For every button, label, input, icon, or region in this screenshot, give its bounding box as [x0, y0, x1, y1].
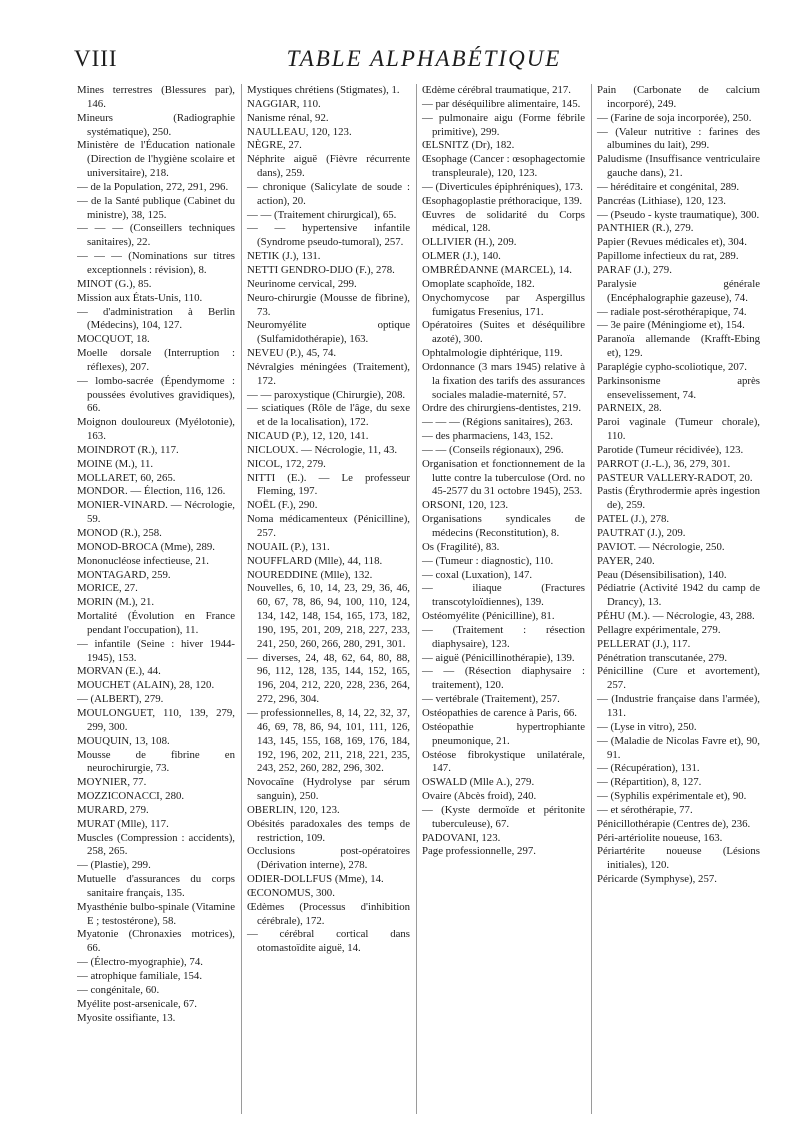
index-entry: Mousse de fibrine en neurochirurgie, 73. [77, 748, 235, 775]
index-entry: Pain (Carbonate de calcium incorporé), 249. [597, 84, 760, 110]
index-entry: NITTI (E.). — Le professeur Fleming, 197. [247, 471, 410, 498]
index-entry: Neuromyélite optique (Sulfamidothérapie), 163. [247, 319, 410, 346]
index-entry: — (Pseudo - kyste traumatique), 300. [597, 208, 760, 221]
index-entry: PARNEIX, 28. [597, 402, 662, 415]
index-entry: — sciatiques (Rôle de l'âge, du sexe et de la localisation), 172. [247, 402, 410, 429]
index-entry: Œsophage (Cancer : œsophagectomie transpleurale), 120, 123. [422, 153, 585, 180]
index-entry: Ordonnance (3 mars 1945) relative à la fixation des tarifs des assurances sociales maladie-maternité, 57. [422, 360, 585, 401]
index-entry: — d'administration à Berlin (Médecins), 104, 127. [77, 305, 235, 332]
index-entry: — héréditaire et congénital, 289. [597, 180, 740, 193]
index-entry: — (Syphilis expérimentale et), 90. [597, 790, 747, 803]
index-entry: MONTAGARD, 259. [77, 568, 171, 581]
index-entry: NETTI GENDRO-DIJO (F.), 278. [247, 263, 395, 276]
index-entry: — (Électro-myographie), 74. [77, 956, 203, 969]
index-entry: Moelle dorsale (Interruption : réflexes), 207. [77, 347, 235, 373]
index-entry: — (Plastie), 299. [77, 859, 151, 872]
index-entry: Os (Fragilité), 83. [422, 540, 500, 553]
index-entry: Ovaire (Abcès froid), 240. [422, 790, 537, 803]
index-entry: PAYER, 240. [597, 554, 655, 567]
index-entry: — et sérothérapie, 77. [597, 803, 693, 816]
index-entry: NOUAIL (P.), 131. [247, 540, 330, 553]
index-column-3 [416, 84, 591, 1114]
index-entry: Pénétration transcutanée, 279. [597, 651, 728, 664]
index-entry: — congénitale, 60. [77, 983, 160, 996]
index-entry: PASTEUR VALLERY-RADOT, 20. [597, 471, 753, 484]
index-entry: MOCQUOT, 18. [77, 333, 150, 346]
index-entry: Paroi vaginale (Tumeur chorale), 110. [597, 416, 760, 443]
index-entry: OLMER (J.), 140. [422, 250, 501, 263]
index-entry: MOINE (M.), 11. [77, 457, 154, 470]
index-entry: — radiale post-sérothérapique, 74. [597, 305, 747, 318]
index-entry: Paraplégie cypho-scoliotique, 207. [597, 360, 747, 373]
index-entry: Néphrite aiguë (Fièvre récurrente dans), 259. [247, 153, 410, 180]
index-entry: ODIER-DOLLFUS (Mme), 14. [247, 873, 384, 886]
index-entry: MOULONGUET, 110, 139, 279, 299, 300. [77, 706, 235, 733]
index-entry: Ostéopathies de carence à Paris, 66. [422, 706, 577, 719]
index-entry: Muscles (Compression : accidents), 258, 265. [77, 831, 235, 858]
index-entry: Ordre des chirurgiens-dentistes, 219. [422, 402, 582, 415]
index-entry: Organisation et fonctionnement de la lutte contre la tuberculose (Ord. no 45-2577 du 31 octobre 1945), 253. [422, 457, 585, 498]
index-entry: Ophtalmologie diphtérique, 119. [422, 347, 563, 360]
index-entry: Onychomycose par Aspergillus fumigatus Fresenius, 171. [422, 291, 585, 318]
index-entry: MONOD-BROCA (Mme), 289. [77, 540, 215, 553]
index-entry: — pulmonaire aigu (Forme fébrile primitive), 299. [422, 111, 585, 138]
index-entry: NICOL, 172, 279. [247, 457, 326, 470]
index-entry: Œuvres de solidarité du Corps médical, 128. [422, 208, 585, 235]
index-entry: MOZZICONACCI, 280. [77, 790, 185, 803]
index-entry: PAVIOT. — Nécrologie, 250. [597, 540, 725, 553]
index-entry: — (Kyste dermoïde et péritonite tuberculeuse), 67. [422, 803, 585, 830]
index-column-2 [241, 84, 416, 1114]
index-column-4 [591, 84, 766, 1114]
index-entry: OSWALD (Mlle A.), 279. [422, 776, 535, 789]
index-columns [77, 84, 767, 1114]
index-entry: — (Tumeur : diagnostic), 110. [422, 554, 554, 567]
index-entry: PATEL (J.), 278. [597, 513, 670, 526]
index-entry: Nanisme rénal, 92. [247, 111, 329, 124]
index-entry: Page professionnelle, 297. [422, 845, 536, 858]
index-entry: NICAUD (P.), 12, 120, 141. [247, 430, 369, 443]
index-entry: — — (Résection diaphysaire : traitement), 120. [422, 665, 585, 692]
index-entry: — — — (Nominations sur titres exceptionnels : révision), 8. [77, 250, 235, 276]
index-entry: Ministère de l'Éducation nationale (Direction de l'hygiène scolaire et universitaire), 218. [77, 139, 235, 180]
index-entry: Ostéopathie hypertrophiante pneumonique, 21. [422, 720, 585, 747]
index-entry: MORVAN (E.), 44. [77, 665, 161, 678]
index-entry: Papier (Revues médicales et), 304. [597, 236, 747, 249]
index-entry: Parkinsonisme après ensevelissement, 74. [597, 374, 760, 401]
index-entry: Pénicillothérapie (Centres de), 236. [597, 817, 751, 830]
index-entry: NAULLEAU, 120, 123. [247, 125, 352, 138]
index-entry: MOINDROT (R.), 117. [77, 443, 179, 456]
index-entry: OLLIVIER (H.), 209. [422, 236, 517, 249]
index-entry: Neurinome cervical, 299. [247, 277, 357, 290]
index-entry: MONDOR. — Élection, 116, 126. [77, 485, 226, 498]
index-entry: — infantile (Seine : hiver 1944-1945), 153. [77, 637, 235, 664]
index-entry: MOLLARET, 60, 265. [77, 471, 176, 484]
index-entry: Neuro-chirurgie (Mousse de fibrine), 73. [247, 291, 410, 318]
index-entry: — (Farine de soja incorporée), 250. [597, 111, 752, 124]
index-entry: MORIN (M.), 21. [77, 596, 155, 609]
index-entry: — — — (Conseillers techniques sanitaires), 22. [77, 222, 235, 249]
index-entry: Œdème cérébral traumatique, 217. [422, 84, 571, 96]
index-entry: Omoplate scaphoïde, 182. [422, 277, 535, 290]
page-header [74, 44, 774, 78]
index-entry: NÈGRE, 27. [247, 139, 302, 152]
page-number: VIII [74, 46, 118, 71]
running-title: TABLE ALPHABÉTIQUE [286, 46, 562, 71]
index-entry: MURAT (Mlle), 117. [77, 817, 169, 830]
index-entry: Mineurs (Radiographie systématique), 250. [77, 111, 235, 138]
index-entry: NEVEU (P.), 45, 74. [247, 347, 337, 360]
index-entry: — cérébral cortical dans otomastoïdite aiguë, 14. [247, 928, 410, 955]
index-entry: Névralgies méningées (Traitement), 172. [247, 360, 410, 387]
index-entry: — (Traitement : résection diaphysaire), 123. [422, 623, 585, 650]
index-entry: Mutuelle d'assurances du corps sanitaire français, 135. [77, 873, 235, 899]
index-entry: — de la Population, 272, 291, 296. [77, 180, 229, 193]
index-entry: Ostéomyélite (Pénicilline), 81. [422, 610, 555, 623]
index-entry: PADOVANI, 123. [422, 831, 501, 844]
index-entry: Myatonie (Chronaxies motrices), 66. [77, 928, 235, 955]
index-entry: MONOD (R.), 258. [77, 527, 162, 539]
index-entry: — professionnelles, 8, 14, 22, 32, 37, 46, 69, 78, 86, 94, 101, 111, 126, 143, 145, 155, 168, 169, 176, 184, 192, 196, 202, 211, 218, 221, 235, 243, 252, 260, 282, 296, 302. [247, 706, 410, 775]
index-entry: Myélite post-arsenicale, 67. [77, 997, 197, 1010]
index-entry: NOUREDDINE (Mlle), 132. [247, 568, 373, 581]
index-entry: ORSONI, 120, 123. [422, 499, 509, 512]
index-entry: Mononucléose infectieuse, 21. [77, 554, 209, 567]
index-entry: — lombo-sacrée (Épendymome : poussées évolutives gravidiques), 66. [77, 374, 235, 415]
index-entry: NICLOUX. — Nécrologie, 11, 43. [247, 443, 398, 456]
index-entry: Myosite ossifiante, 13. [77, 1011, 176, 1024]
index-entry: PANTHIER (R.), 279. [597, 222, 694, 235]
index-entry: Mortalité (Évolution en France pendant l'occupation), 11. [77, 610, 235, 636]
index-entry: Mission aux États-Unis, 110. [77, 291, 203, 304]
index-entry: Obésités paradoxales des temps de restriction, 109. [247, 817, 410, 844]
index-entry: Pédiatrie (Activité 1942 du camp de Drancy), 13. [597, 582, 760, 609]
index-entry: — (Récupération), 131. [597, 762, 700, 775]
index-entry: — (Maladie de Nicolas Favre et), 90, 91. [597, 734, 760, 761]
index-entry: PÉHU (M.). — Nécrologie, 43, 288. [597, 610, 755, 623]
index-entry: — iliaque (Fractures transcotyloïdiennes), 139. [422, 582, 585, 609]
index-entry: ŒCONOMUS, 300. [247, 886, 335, 899]
index-entry: — atrophique familiale, 154. [77, 970, 203, 982]
index-entry: — (Lyse in vitro), 250. [597, 720, 697, 733]
index-entry: Nouvelles, 6, 10, 14, 23, 29, 36, 46, 60, 67, 78, 86, 94, 100, 110, 124, 134, 142, 148, 154, 165, 173, 182, 190, 195, 201, 209, 218, 227, 233, 241, 250, 260, 266, 280, 291, 301. [247, 582, 410, 650]
index-entry: PELLERAT (J.), 117. [597, 637, 691, 650]
index-entry: MURARD, 279. [77, 803, 149, 816]
index-entry: — aiguë (Pénicillinothérapie), 139. [422, 651, 575, 664]
index-entry: Occlusions post-opératoires (Dérivation interne), 278. [247, 845, 410, 872]
index-entry: — — — (Régions sanitaires), 263. [422, 416, 573, 429]
index-entry: MINOT (G.), 85. [77, 277, 152, 290]
index-entry: Parotide (Tumeur récidivée), 123. [597, 443, 744, 456]
index-entry: Pénicilline (Cure et avortement), 257. [597, 665, 760, 692]
index-entry: — (Répartition), 8, 127. [597, 776, 702, 789]
index-entry: Peau (Désensibilisation), 140. [597, 568, 727, 581]
index-entry: — — hypertensive infantile (Syndrome pseudo-tumoral), 257. [247, 222, 410, 249]
index-entry: Péri-artériolite noueuse, 163. [597, 831, 723, 844]
index-entry: — diverses, 24, 48, 62, 64, 80, 88, 96, 112, 128, 135, 144, 152, 165, 196, 204, 212, 220, 228, 236, 264, 272, 296, 304. [247, 651, 410, 706]
index-entry: NOUFFLARD (Mlle), 44, 118. [247, 554, 383, 567]
index-entry: Opératoires (Suites et déséquilibre azoté), 300. [422, 319, 585, 346]
index-entry: Papillome infectieux du rat, 289. [597, 250, 739, 263]
index-entry: — — (Traitement chirurgical), 65. [247, 208, 397, 221]
index-entry: — chronique (Salicylate de soude : action), 20. [247, 180, 410, 207]
index-entry: ŒLSNITZ (Dr), 182. [422, 139, 515, 152]
index-entry: — — (Conseils régionaux), 296. [422, 443, 564, 456]
index-entry: Paralysie générale (Encéphalographie gazeuse), 74. [597, 277, 760, 304]
index-entry: Mystiques chrétiens (Stigmates), 1. [247, 84, 400, 96]
index-entry: NOËL (F.), 290. [247, 499, 318, 512]
index-entry: — de la Santé publique (Cabinet du ministre), 38, 125. [77, 194, 235, 221]
index-entry: Mines terrestres (Blessures par), 146. [77, 84, 235, 110]
index-entry: Ostéose fibrokystique unilatérale, 147. [422, 748, 585, 775]
index-entry: — coxal (Luxation), 147. [422, 568, 533, 581]
index-entry: MONIER-VINARD. — Nécrologie, 59. [77, 499, 235, 526]
index-entry: OBERLIN, 120, 123. [247, 803, 340, 816]
index-entry: Périartérite noueuse (Lésions initiales), 120. [597, 845, 760, 872]
index-entry: — des pharmaciens, 143, 152. [422, 430, 554, 443]
index-entry: — (Diverticules épiphréniques), 173. [422, 180, 584, 193]
index-entry: Myasthénie bulbo-spinale (Vitamine E ; testostérone), 58. [77, 900, 235, 927]
index-entry: Paranoïa allemande (Krafft-Ebing et), 129. [597, 333, 760, 360]
index-entry: Pellagre expérimentale, 279. [597, 623, 721, 636]
index-column-1 [77, 84, 241, 1114]
index-entry: Noma médicamenteux (Pénicilline), 257. [247, 513, 410, 539]
index-entry: Novocaïne (Hydrolyse par sérum sanguin), 250. [247, 776, 410, 803]
index-entry: — — paroxystique (Chirurgie), 208. [247, 388, 406, 401]
index-entry: — par déséquilibre alimentaire, 145. [422, 97, 581, 110]
index-entry: MOUCHET (ALAIN), 28, 120. [77, 679, 215, 692]
index-entry: — (ALBERT), 279. [77, 693, 164, 706]
index-entry: Œsophagoplastie préthoracique, 139. [422, 194, 583, 207]
index-entry: Organisations syndicales de médecins (Reconstitution), 8. [422, 513, 585, 539]
index-entry: NAGGIAR, 110. [247, 97, 321, 110]
index-entry: NETIK (J.), 131. [247, 250, 321, 263]
index-entry: — vertébrale (Traitement), 257. [422, 693, 560, 706]
index-entry: OMBRÉDANNE (MARCEL), 14. [422, 263, 572, 276]
index-entry: PARROT (J.-L.), 36, 279, 301. [597, 457, 731, 470]
index-entry: — (Valeur nutritive : farines des albumines du lait), 299. [597, 125, 760, 152]
index-entry: MOYNIER, 77. [77, 776, 147, 789]
index-entry: — 3e paire (Méningiome et), 154. [597, 319, 745, 332]
index-entry: — (Industrie française dans l'armée), 131. [597, 693, 760, 719]
index-entry: Œdèmes (Processus d'inhibition cérébrale), 172. [247, 900, 410, 927]
index-entry: Paludisme (Insuffisance ventriculaire gauche dans), 21. [597, 153, 760, 180]
index-entry: PAUTRAT (J.), 209. [597, 527, 686, 539]
index-entry: Pastis (Érythrodermie après ingestion de), 259. [597, 485, 760, 512]
index-entry: PARAF (J.), 279. [597, 263, 672, 276]
index-entry: Péricarde (Symphyse), 257. [597, 873, 717, 886]
index-entry: Pancréas (Lithiase), 120, 123. [597, 194, 726, 207]
index-entry: Moignon douloureux (Myélotonie), 163. [77, 416, 235, 443]
index-entry: MORICE, 27. [77, 582, 138, 595]
index-entry: MOUQUIN, 13, 108. [77, 734, 170, 747]
